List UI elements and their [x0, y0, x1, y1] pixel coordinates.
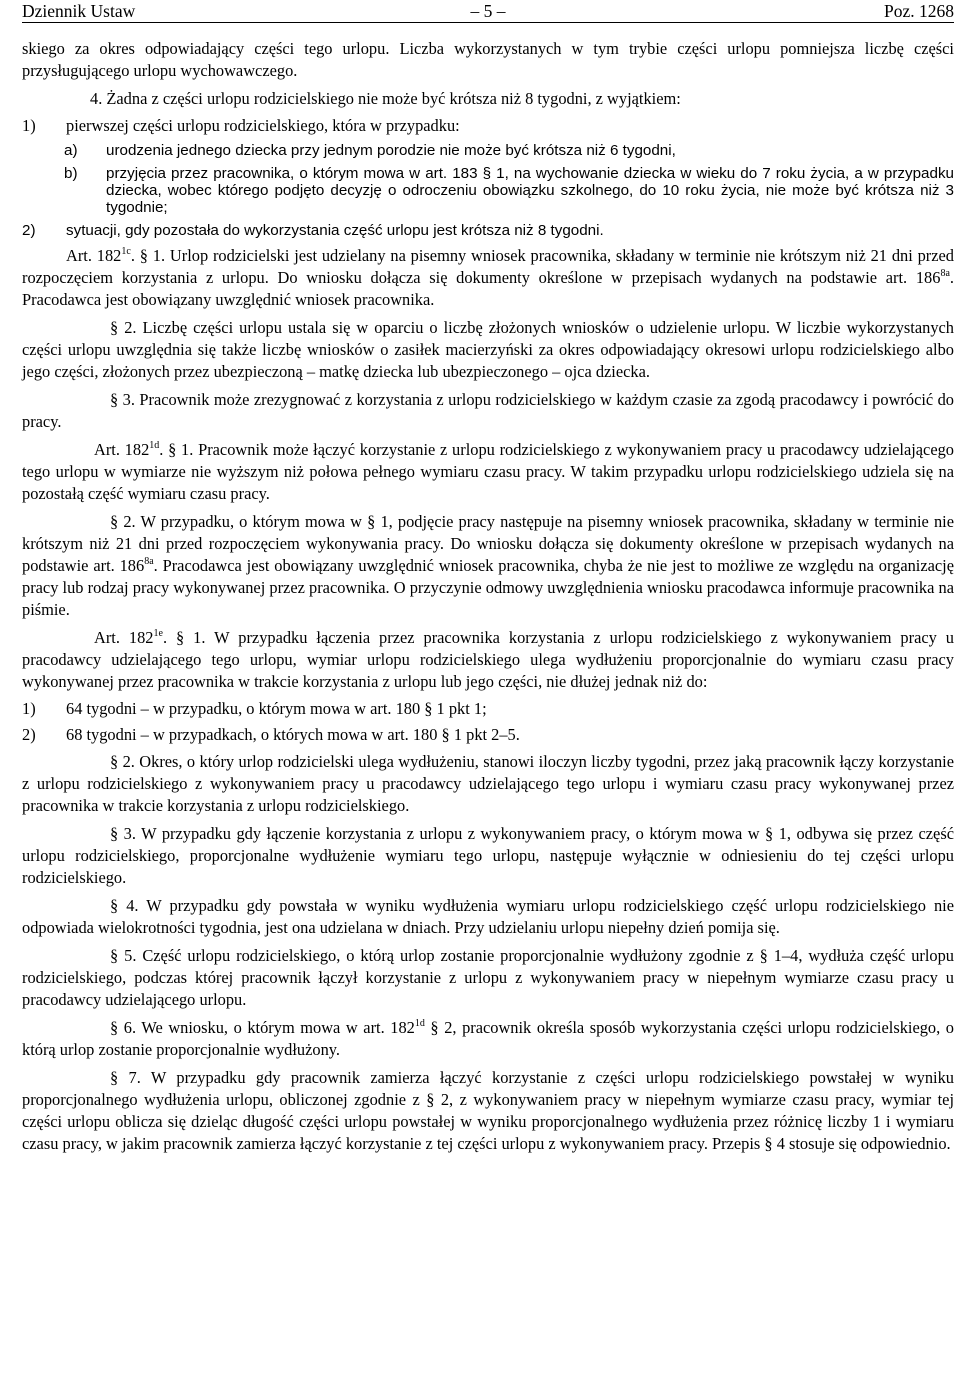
paragraph: skiego za okres odpowiadający części tego urlopu. Liczba wykorzystanych w tym trybie części urlopu pomniejsza liczbę części przysługującego urlopu wychowawczego. — [22, 39, 954, 80]
position-number: Poz. 1268 — [884, 1, 954, 21]
list-item: 1) 64 tygodni – w przypadku, o którym mowa w art. 180 § 1 pkt 1; — [22, 699, 487, 718]
page-number: – 5 – — [470, 1, 506, 21]
article-182-1e: Art. $182^{1e}$. § 1. W przypadku łączenia przez pracownika korzystania z urlopu rodzicielskiego z wykonywaniem pracy u pracodawcy udzielającego tego urlopu, wymiar urlopu rodzicielskiego ulega wydłużeniu proporcjonalnie do wymiaru czasu pracy wykonywanej przez pracownika w trakcie korzystania z urlopu lub jego części, nie dłużej jednak niż do: — [22, 628, 954, 691]
paragraph: § 5. Część urlopu rodzicielskiego, o którą urlop zostanie proporcjonalnie wydłużony zgodnie z § 1–4, wydłuża część urlopu rodzicielskiego, podczas której pracownik łączył korzystanie z urlopu z wykonywaniem pracy w niepełnym wymiarze czasu pracy u pracodawcy udzielającego urlopu. — [22, 946, 954, 1009]
list-item: a) urodzenia jednego dziecka przy jednym porodzie nie może być krótsza niż 6 tygodni, — [64, 142, 676, 159]
list-item: 2) sytuacji, gdy pozostała do wykorzystania część urlopu jest krótsza niż 8 tygodni. — [22, 222, 604, 239]
paragraph: 4. Żadna z części urlopu rodzicielskiego nie może być krótsza niż 8 tygodni, z wyjątkiem: — [90, 89, 681, 108]
page-header — [22, 0, 954, 23]
paragraph: § 7. W przypadku gdy pracownik zamierza łączyć korzystanie z części urlopu rodzicielskiego powstałej w wyniku proporcjonalnego wydłużenia urlopu, obliczonej zgodnie z § 2, z wykonywaniem pracy w niepełnym wymiarze czasu pracy, wymiar tej części urlopu oblicza się dzieląc długość części urlopu powstałej w wyniku proporcjonalnego wydłużenia przez różnicę liczby 1 i wymiaru czasu pracy, w jakim pracownik zamierza łączyć korzystanie z tej części urlopu z wykonywaniem pracy. Przepis § 4 stosuje się odpowiednio. — [22, 1068, 954, 1153]
paragraph: § 3. Pracownik może zrezygnować z korzystania z urlopu rodzicielskiego w każdym czasie za zgodą pracodawcy i powrócić do pracy. — [22, 390, 954, 431]
paragraph: § 6. We wniosku, o którym mowa w art. $182^{1d}$ § 2, pracownik określa sposób wykorzystania części urlopu rodzicielskiego, o którą urlop zostanie proporcjonalnie wydłużony. — [22, 1018, 954, 1059]
list-item: 1) pierwszej części urlopu rodzicielskiego, która w przypadku: — [22, 116, 460, 135]
list-item: 2) 68 tygodni – w przypadkach, o których mowa w art. 180 § 1 pkt 2–5. — [22, 725, 520, 744]
article-182-1c: Art. $182^{1c}$. § 1. Urlop rodzicielski jest udzielany na pisemny wniosek pracownika, składany w terminie nie krótszym niż 21 dni przed rozpoczęciem korzystania z urlopu. Do wniosku dołącza się dokumenty określone w przepisach wydanych na podstawie art. $186^{8a}$. Pracodawca jest obowiązany uwzględnić wniosek pracownika. — [22, 246, 955, 309]
paragraph: § 2. W przypadku, o którym mowa w § 1, podjęcie pracy następuje na pisemny wniosek pracownika, składany w terminie nie krótszym niż 21 dni przed rozpoczęciem wykonywania pracy. Do wniosku dołącza się dokumenty określone w przepisach wydanych na podstawie art. $186^{8a}$. Pracodawca jest obowiązany uwzględnić wniosek pracownika, chyba że nie jest to możliwe ze względu na organizację pracy lub rodzaj pracy wykonywanej przez pracownika. O przyczynie odmowy uwzględnienia wniosku pracodawca informuje pracownika na piśmie. — [22, 512, 955, 619]
list-item: b) przyjęcia przez pracownika, o którym mowa w art. 183 § 1, na wychowanie dziecka w wieku do 7 roku życia, a w przypadku dziecka, wobec którego podjęto decyzję o odroczeniu obowiązku szkolnego, do 10 roku życia, nie może być krótsza niż 3 tygodnie; — [64, 165, 954, 216]
document-page — [22, 0, 954, 1155]
paragraph: § 2. Liczbę części urlopu ustala się w oparciu o liczbę złożonych wniosków o udzielenie urlopu. W liczbie wykorzystanych części urlopu uwzględnia się także liczbę wniosków o zasiłek macierzyński za okres odpowiadający okresowi urlopu rodzicielskiego albo jego części, złożonych przez ubezpieczoną – matkę dziecka lub ubezpieczonego – ojca dziecka. — [22, 318, 954, 381]
document-body — [22, 38, 954, 1155]
paragraph: § 3. W przypadku gdy łączenie korzystania z urlopu z wykonywaniem pracy, o którym mowa w § 1, odbywa się przez część urlopu rodzicielskiego, proporcjonalne wydłużenie wymiaru tego urlopu, następuje wyłącznie w odniesieniu do tej części urlopu rodzicielskiego. — [22, 824, 954, 887]
paragraph: § 2. Okres, o który urlop rodzicielski ulega wydłużeniu, stanowi iloczyn liczby tygodni, przez jaką pracownik łączy korzystanie z urlopu rodzicielskiego z wykonywaniem pracy u pracodawcy udzielającego tego urlopu i wymiaru czasu pracy wykonywanej przez pracownika w trakcie korzystania z urlopu rodzicielskiego. — [22, 752, 954, 815]
article-182-1d: Art. $182^{1d}$. § 1. Pracownik może łączyć korzystanie z urlopu rodzicielskiego z wykonywaniem pracy u pracodawcy udzielającego tego urlopu w wymiarze nie wyższym niż połowa pełnego wymiaru czasu pracy. W takim przypadku urlopu rodzicielskiego udziela się na pozostałą część wymiaru czasu pracy. — [22, 440, 954, 503]
journal-title: Dziennik Ustaw — [22, 1, 136, 21]
paragraph: § 4. W przypadku gdy powstała w wyniku wydłużenia wymiaru urlopu rodzicielskiego część urlopu rodzicielskiego nie odpowiada wielokrotności tygodnia, jest ona udzielana w dniach. Przy udzielaniu urlopu niepełny dzień pomija się. — [22, 896, 954, 937]
